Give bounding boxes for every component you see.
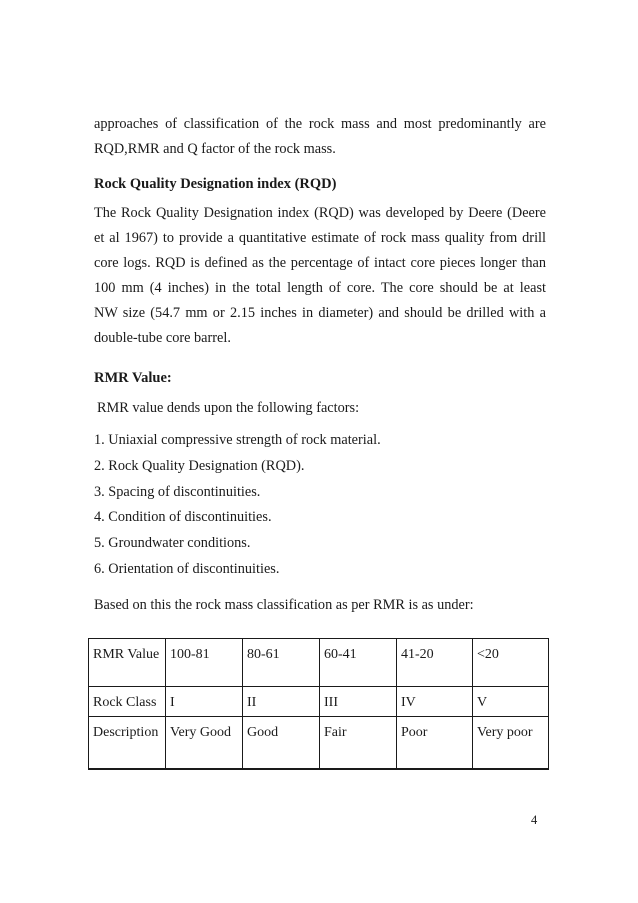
table-cell: Good bbox=[243, 717, 320, 769]
table-cell: <20 bbox=[473, 639, 549, 687]
factor-item: 4. Condition of discontinuities. bbox=[94, 509, 272, 526]
rqd-line-1: The Rock Quality Designation index (RQD) was developed by Deere (Deere bbox=[94, 205, 546, 221]
table-row bbox=[89, 687, 549, 717]
table-cell: I bbox=[166, 687, 243, 717]
rqd-heading: Rock Quality Designation index (RQD) bbox=[94, 176, 337, 192]
table-cell: III bbox=[320, 687, 397, 717]
rqd-line-5: NW size (54.7 mm or 2.15 inches in diameter) and should be drilled with a bbox=[94, 305, 546, 321]
intro-paragraph bbox=[94, 112, 546, 162]
intro-line-2: RQD,RMR and Q factor of the rock mass. bbox=[94, 141, 336, 157]
factor-item: 5. Groundwater conditions. bbox=[94, 535, 251, 552]
rmr-heading: RMR Value: bbox=[94, 370, 172, 386]
intro-line-1: approaches of classification of the rock mass and most predominantly are bbox=[94, 116, 546, 132]
rqd-line-4: 100 mm (4 inches) in the total length of core. The core should be at least bbox=[94, 280, 546, 296]
table-row bbox=[89, 639, 549, 687]
page-number: 4 bbox=[531, 813, 538, 827]
rqd-line-6: double-tube core barrel. bbox=[94, 330, 231, 346]
factor-item: 6. Orientation of discontinuities. bbox=[94, 560, 280, 577]
table-cell: IV bbox=[397, 687, 473, 717]
table-cell: 80-61 bbox=[243, 639, 320, 687]
rqd-line-2: et al 1967) to provide a quantitative estimate of rock mass quality from drill bbox=[94, 230, 546, 246]
factor-item: 3. Spacing of discontinuities. bbox=[94, 483, 261, 500]
rqd-paragraph bbox=[94, 201, 546, 351]
table-cell: 41-20 bbox=[397, 639, 473, 687]
table-intro: Based on this the rock mass classification as per RMR is as under: bbox=[94, 597, 474, 613]
table-cell: Description bbox=[89, 717, 166, 769]
table-cell: Very poor bbox=[473, 717, 549, 769]
table-row bbox=[89, 717, 549, 769]
table-cell: Fair bbox=[320, 717, 397, 769]
table-cell: RMR Value bbox=[89, 639, 166, 687]
table-cell: Very Good bbox=[166, 717, 243, 769]
table-cell: 60-41 bbox=[320, 639, 397, 687]
table-cell: Rock Class bbox=[89, 687, 166, 717]
rqd-line-3: core logs. RQD is defined as the percentage of intact core pieces longer than bbox=[94, 255, 546, 271]
rmr-factors-list bbox=[94, 428, 381, 583]
factor-item: 2. Rock Quality Designation (RQD). bbox=[94, 457, 305, 474]
rmr-classification-table bbox=[88, 638, 549, 770]
table-cell: V bbox=[473, 687, 549, 717]
table-cell: II bbox=[243, 687, 320, 717]
rmr-intro: RMR value dends upon the following factors: bbox=[97, 400, 360, 416]
table-cell: Poor bbox=[397, 717, 473, 769]
factor-item: 1. Uniaxial compressive strength of rock material. bbox=[94, 432, 381, 448]
table-cell: 100-81 bbox=[166, 639, 243, 687]
